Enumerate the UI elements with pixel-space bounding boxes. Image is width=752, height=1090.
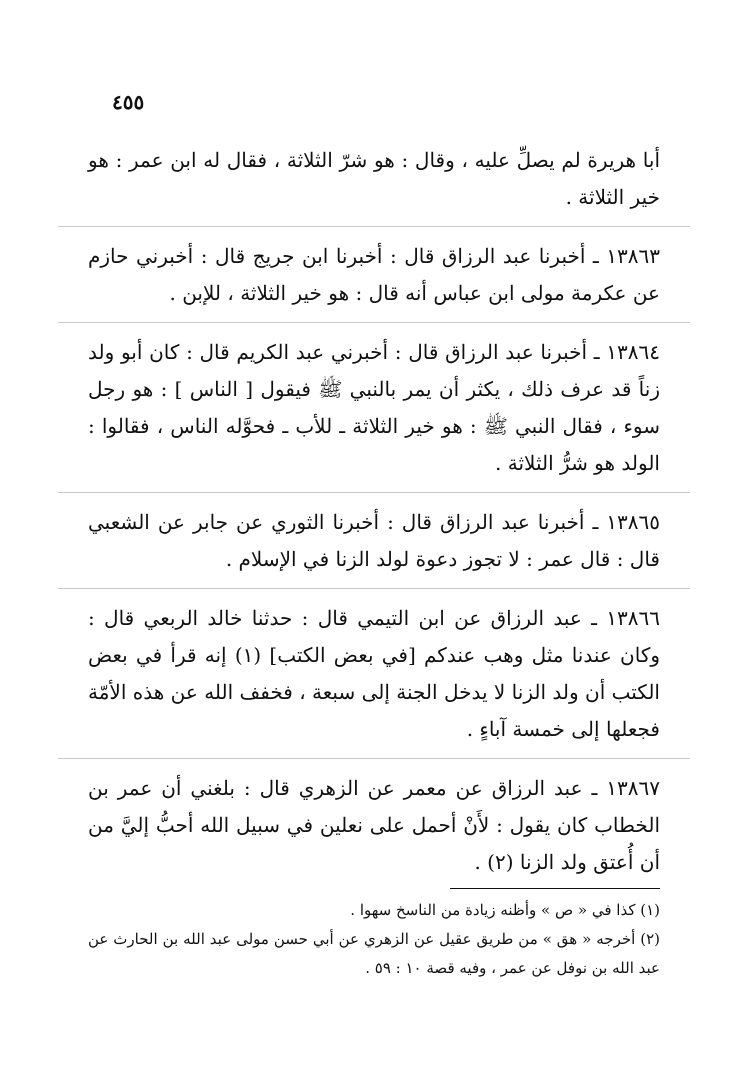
hadith-13864: ١٣٨٦٤ ـ أخبرنا عبد الرزاق قال : أخبرني عبد الكريم قال : كان أبو ولد زناً قد عرف ذلك ، يكثر أن يمر بالنبي ﷺ فيقول [ الناس ] : هو رجل سوء ، فقال النبي ﷺ : هو خير الثلاثة ـ للأب ـ فحوَّله الناس ، فقالوا : الولد هو شرُّ الثلاثة . [88,340,660,475]
paragraph-divider [58,322,690,323]
paragraph-divider [58,588,690,589]
footnote-rule [450,888,660,889]
paragraph-divider [58,492,690,493]
footnotes [88,896,660,983]
hadith-13865: ١٣٨٦٥ ـ أخبرنا عبد الرزاق قال : أخبرنا الثوري عن جابر عن الشعبي قال : قال عمر : لا تجوز دعوة لولد الزنا في الإسلام . [88,510,660,571]
hadith-13866: ١٣٨٦٦ ـ عبد الرزاق عن ابن التيمي قال : حدثنا خالد الربعي قال : وكان عندنا مثل وهب عندكم [في بعض الكتب] (١) إنه قرأ في بعض الكتب أن ولد الزنا لا يدخل الجنة إلى سبعة ، فخفف الله عن هذه الأمّة فجعلها إلى خمسة آباءٍ . [88,606,660,741]
paragraph-continuation: أبا هريرة لم يصلِّ عليه ، وقال : هو شرّ الثلاثة ، فقال له ابن عمر : هو خير الثلاثة . [88,148,660,209]
hadith-13863: ١٣٨٦٣ ـ أخبرنا عبد الرزاق قال : أخبرنا ابن جريج قال : أخبرني حازم عن عكرمة مولى ابن عباس أنه قال : هو خير الثلاثة ، للإبن . [88,244,660,305]
footnote-1: (١) كذا في « ص » وأظنه زيادة من الناسخ سهوا . [350,901,660,919]
paragraph-divider [58,226,690,227]
main-text [88,142,660,881]
page-number: ٤٥٥ [112,90,145,114]
hadith-13867: ١٣٨٦٧ ـ عبد الرزاق عن معمر عن الزهري قال : بلغني أن عمر بن الخطاب كان يقول : لأَنْ أحمل على نعلين في سبيل الله أحبُّ إليَّ من أن أُعتق ولد الزنا (٢) . [88,776,660,874]
footnote-2: (٢) أخرجه « هق » من طريق عقيل عن الزهري عن أبي حسن مولى عبد الله بن الحارث عن عبد الله بن نوفل عن عمر ، وفيه قصة ١٠ : ٥٩ . [88,930,660,977]
paragraph-divider [58,758,690,759]
